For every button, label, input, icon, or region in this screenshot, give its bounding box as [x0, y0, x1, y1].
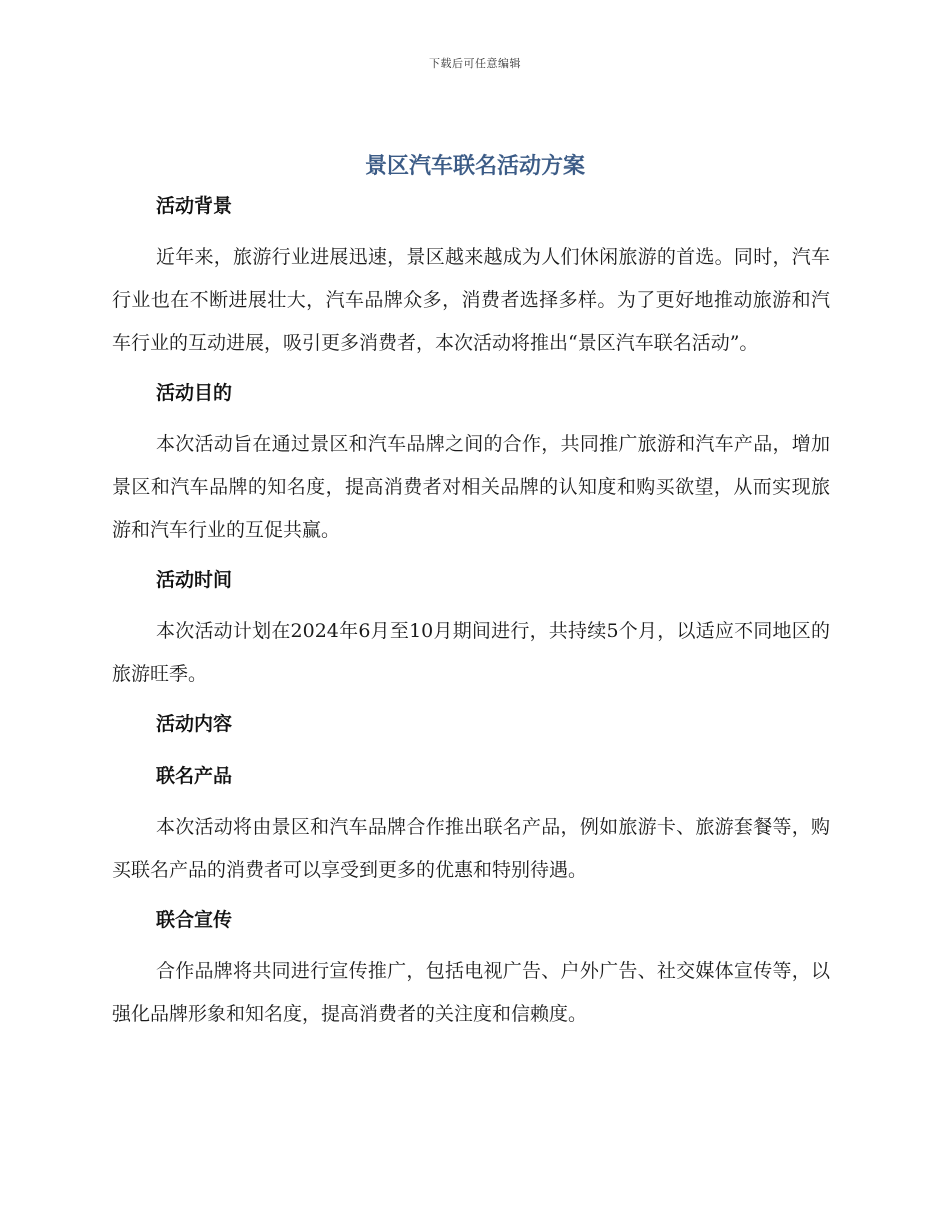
- section-heading-content: 活动内容: [156, 713, 233, 735]
- section-heading-background: 活动背景: [156, 195, 233, 217]
- section-paragraph-joint-products: 本次活动将由景区和汽车品牌合作推出联名产品，例如旅游卡、旅游套餐等，购买联名产品的消费者可以享受到更多的优惠和特别待遇。: [112, 816, 830, 881]
- section-heading-time: 活动时间: [156, 569, 233, 591]
- section-paragraph-purpose: 本次活动旨在通过景区和汽车品牌之间的合作，共同推广旅游和汽车产品，增加景区和汽车品牌的知名度，提高消费者对相关品牌的认知度和购买欲望，从而实现旅游和汽车行业的互促共赢。: [112, 433, 830, 541]
- header-note: 下载后可任意编辑: [429, 57, 521, 70]
- section-paragraph-time: 本次活动计划在2024年6月至10月期间进行，共持续5个月，以适应不同地区的旅游旺季。: [112, 620, 830, 685]
- document-body: [112, 190, 830, 1036]
- section-heading-purpose: 活动目的: [156, 382, 233, 404]
- section-heading-joint-promotion: 联合宣传: [156, 909, 233, 931]
- section-paragraph-joint-promotion: 合作品牌将共同进行宣传推广，包括电视广告、户外广告、社交媒体宣传等，以强化品牌形象和知名度，提高消费者的关注度和信赖度。: [112, 960, 830, 1025]
- section-paragraph-background: 近年来，旅游行业进展迅速，景区越来越成为人们休闲旅游的首选。同时，汽车行业也在不断进展壮大，汽车品牌众多，消费者选择多样。为了更好地推动旅游和汽车行业的互动进展，吸引更多消费者，本次活动将推出“景区汽车联名活动”。: [112, 246, 830, 354]
- document-title: 景区汽车联名活动方案: [364, 154, 585, 179]
- section-heading-joint-products: 联名产品: [156, 765, 233, 787]
